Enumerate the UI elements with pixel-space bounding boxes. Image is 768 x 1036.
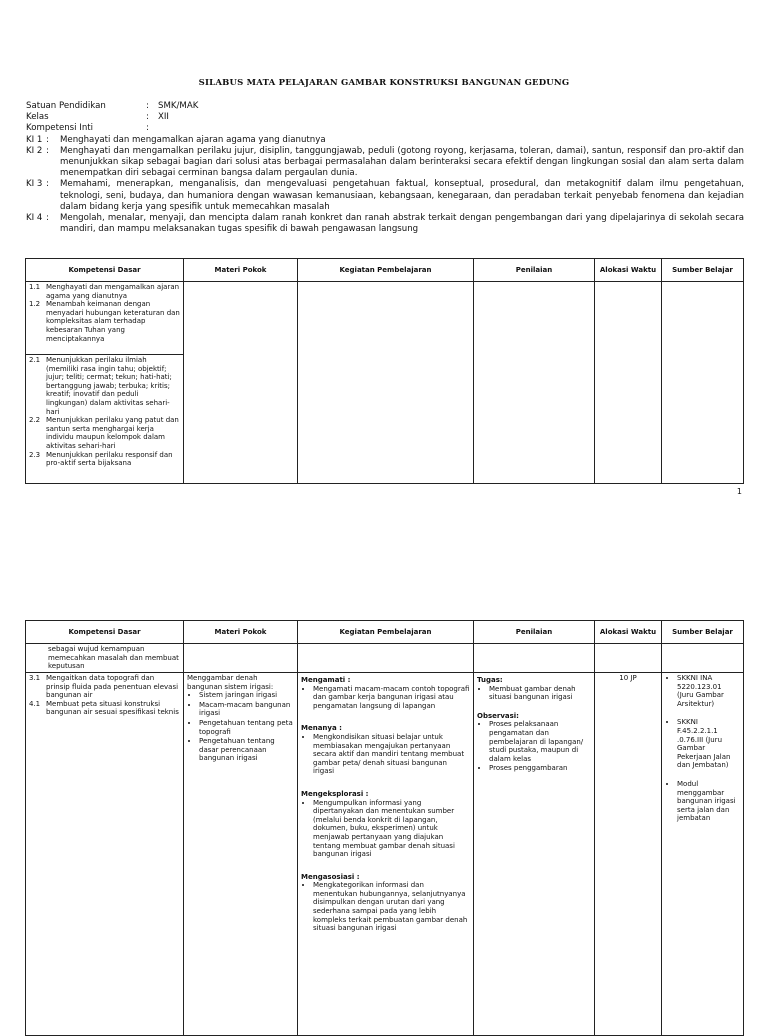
header-kegiatan: Kegiatan Pembelajaran [298,259,474,282]
materi-cell [184,282,298,484]
kd-item: 1.2 Menambah keimanan dengan menyadari hubungan keteraturan dan kompleksitas alam terhadap kebesaran Tuhan yang menciptakannya [29,300,180,343]
header-alokasi: Alokasi Waktu [595,621,662,644]
kegiatan-mengasosiasi: Mengasosiasi : • Mengkategorikan informasi dan menentukan hubungannya, selanjutnyanya disimpulkan dengan urutan dari yang sederhana sampai pada yang lebih kompleks terkait pembuatan gambar denah situasi bangunan irigasi [301,873,470,933]
info-label: Satuan Pendidikan [26,101,106,111]
syllabus-table-page-2 [25,620,744,1036]
ki-2: KI 2 : Menghayati dan mengamalkan perilaku jujur, disiplin, tanggungjawab, peduli (gotong royong, kerjasama, toleran, damai), santun, responsif dan pro-aktif dan menunjukkan sikap sebagai bagian dari solusi atas berbagai permasalahan dalam berinteraksi secara efektif dengan lingkungan sosial dan alam serta dalam menempatkan diri sebagai cerminan bangsa dalam pergaulan dunia. [26,145,744,179]
kd-cell [26,355,184,484]
list-item: • Mengkondisikan situasi belajar untuk membiasakan mengajukan pertanyaan secara aktif dan mandiri tentang membuat gambar peta/ denah situasi bangunan irigasi [313,733,470,776]
kegiatan-mengamati: Mengamati : • Mengamati macam-macam contoh topografi dan gambar kerja bangunan irigasi atau pengamatan langsung di lapangan [301,676,470,710]
kd-item: 2.2 Menunjukkan perilaku yang patut dan santun serta menghargai kerja individu maupun kelompok dalam aktivitas sehari-hari [29,416,179,450]
table-row [26,673,744,1036]
info-value: XII [158,112,169,123]
header-kompetensi-dasar: Kompetensi Dasar [26,259,184,282]
info-value: SMK/MAK [158,101,199,111]
header-penilaian: Penilaian [474,259,595,282]
ki-code: KI 1 [26,134,43,145]
table-row [26,282,744,355]
ki-code: KI 4 [26,213,43,224]
ki-text: Menghayati dan mengamalkan perilaku jujur, disiplin, tanggungjawab, peduli (gotong royong, kerjasama, toleran, damai), santun, responsif dan pro-aktif dan menunjukkan sikap sebagai bagian dari solusi atas berbagai permasalahan dalam berinteraksi secara efektif dengan lingkungan sosial dan alam serta dalam menempatkan diri sebagai cerminan bangsa dalam pergaulan dunia. [60,145,744,179]
page-2 [0,520,768,1024]
syllabus-table-page-1 [25,258,744,484]
table-row [26,644,744,673]
kegiatan-mengeksplorasi: Mengeksplorasi : • Mengumpulkan informasi yang dipertanyakan dan menentukan sumber (melalui benda konkrit di lapangan, dokumen, buku, eksperimen) untuk menjawab pertanyaan yang diajukan tentang membuat gambar denah situasi bangunan irigasi [301,790,470,859]
list-item: • Proses pelaksanaan pengamatan dan pembelajaran di lapangan/ studi pustaka, maupun di dalam kelas [489,720,591,763]
ki-code: KI 2 [26,145,43,156]
kd-item: 3.1 Mengaitkan data topografi dan prinsip fluida pada penentuan elevasi bangunan air [29,674,179,700]
kd-item: 4.1 Membuat peta situasi konstruksi bangunan air sesuai spesifikasi teknis [29,699,179,717]
penilaian-cell [474,673,595,1036]
header-alokasi: Alokasi Waktu [595,259,662,282]
kd-cell [26,282,184,355]
penilaian-observasi: Observasi: • Proses pelaksanaan pengamatan dan pembelajaran di lapangan/ studi pustaka, maupun di dalam kelas • Proses penggambaran [477,712,591,773]
alokasi-cell [595,282,662,484]
list-item: • Mengumpulkan informasi yang dipertanyakan dan menentukan sumber (melalui benda konkrit di lapangan, dokumen, buku, eksperimen) untuk menjawab pertanyaan yang diajukan tentang membuat gambar denah situasi bangunan irigasi [313,799,470,859]
ki-code: KI 3 [26,179,43,190]
penilaian-cell [474,282,595,484]
materi-intro: Menggambar denah bangunan sistem irigasi: [187,674,274,691]
info-row-kelas: Kelas : XII [26,112,169,123]
kegiatan-menanya: Menanya : • Mengkondisikan situasi belajar untuk membiasakan mengajukan pertanyaan secara aktif dan mandiri tentang membuat gambar peta/ denah situasi bangunan irigasi [301,724,470,776]
list-item: • Pengetahuan tentang peta topografi [199,719,294,736]
ki-1: KI 1 : Menghayati dan mengamalkan ajaran agama yang dianutnya [26,135,744,146]
ki-text: Memahami, menerapkan, menganalisis, dan mengevaluasi pengetahuan faktual, konseptual, prosedural, dan metakognitif dalam ilmu pengetahuan, teknologi, seni, budaya, dan humaniora dengan wawasan kemanusiaan, kebangsaan, kenegaraan, dan peradaban terkait penyebab fenomena dan kejadian dalam bidang kerja yang spesifik untuk memecahkan masalah [60,179,744,212]
kd-item: 1.1 Menghayati dan mengamalkan ajaran agama yang dianutnya [29,283,180,300]
materi-list [187,691,294,763]
list-item: • Mengkategorikan informasi dan menentukan hubungannya, selanjutnyanya disimpulkan dengan urutan dari yang sederhana sampai pada yang lebih kompleks terkait pembuatan gambar denah situasi bangunan irigasi [313,881,470,933]
table-header-row [26,259,744,282]
table-header-row [26,621,744,644]
sumber-cell [662,673,744,1036]
ki-text: Menghayati dan mengamalkan ajaran agama yang dianutnya [60,134,326,145]
materi-cell [184,673,298,1036]
ki-text: Mengolah, menalar, menyaji, dan mencipta dalam ranah konkret dan ranah abstrak terkait dengan pengembangan dari yang dipelajarinya di sekolah secara mandiri, dan mampu melaksanakan tugas spesifik di bawah pengawasan langsung [60,213,744,235]
list-item: • Pengetahuan tentang dasar perencanaan bangunan irigasi [199,737,294,763]
info-row-ki: Kompetensi Inti : [26,123,149,134]
list-item: • Macam-macam bangunan irigasi [199,701,294,718]
header-materi-pokok: Materi Pokok [184,259,298,282]
header-kegiatan: Kegiatan Pembelajaran [298,621,474,644]
list-item: • SKKNI F.45.2.2.1.1 .0.76.III (Juru Gambar Pekerjaan Jalan dan Jembatan) [677,718,740,770]
list-item: • Membuat gambar denah situasi bangunan irigasi [489,685,591,702]
page-number: 1 [736,487,742,496]
list-item: • Modul menggambar bangunan irigasi serta jalan dan jembatan [677,780,740,823]
header-kompetensi-dasar: Kompetensi Dasar [26,621,184,644]
sumber-cell [662,282,744,484]
alokasi-cell: 10 JP [595,673,662,1036]
kd-item: 2.1 Menunjukkan perilaku ilmiah (memiliki rasa ingin tahu; objektif; jujur; teliti; cermat; tekun; hati-hati; bertanggung jawab; terbuka; kritis; kreatif; inovatif dan peduli lingkungan) dalam aktivitas sehari-hari [29,356,172,416]
list-item: • SKKNI INA 5220.123.01 (Juru Gambar Arsitektur) [677,674,740,708]
kegiatan-cell [298,673,474,1036]
document-title: SILABUS MATA PELAJARAN GAMBAR KONSTRUKSI BANGUNAN GEDUNG [198,78,570,88]
kegiatan-cell [298,282,474,484]
kd-cell [26,673,184,1036]
info-label: Kelas [26,112,49,123]
kd-item: 2.3 Menunjukkan perilaku responsif dan pro-aktif serta bijaksana [29,450,173,468]
kd-continuation: sebagai wujud kemampuan memecahkan masalah dan membuat keputusan [26,644,184,673]
header-penilaian: Penilaian [474,621,595,644]
header-materi-pokok: Materi Pokok [184,621,298,644]
info-label: Kompetensi Inti [26,123,94,134]
list-item: • Sistem jaringan irigasi [199,691,294,700]
header-sumber: Sumber Belajar [662,621,744,644]
ki-3: KI 3 : Memahami, menerapkan, menganalisis, dan mengevaluasi pengetahuan faktual, konseptual, prosedural, dan metakognitif dalam ilmu pengetahuan, teknologi, seni, budaya, dan humaniora dengan wawasan kemanusiaan, kebangsaan, kenegaraan, dan peradaban terkait penyebab fenomena dan kejadian dalam bidang kerja yang spesifik untuk memecahkan masalah [26,179,744,212]
penilaian-tugas: Tugas: • Membuat gambar denah situasi bangunan irigasi [477,676,591,702]
header-sumber: Sumber Belajar [662,259,744,282]
ki-4: KI 4 : Mengolah, menalar, menyaji, dan mencipta dalam ranah konkret dan ranah abstrak terkait dengan pengembangan dari yang dipelajarinya di sekolah secara mandiri, dan mampu melaksanakan tugas spesifik di bawah pengawasan langsung [26,213,744,235]
list-item: • Mengamati macam-macam contoh topografi dan gambar kerja bangunan irigasi atau pengamatan langsung di lapangan [313,685,470,711]
info-row-satuan: Satuan Pendidikan : SMK/MAK [26,101,199,111]
list-item: • Proses penggambaran [489,764,591,773]
header-info [26,101,744,235]
sumber-list [665,674,740,823]
